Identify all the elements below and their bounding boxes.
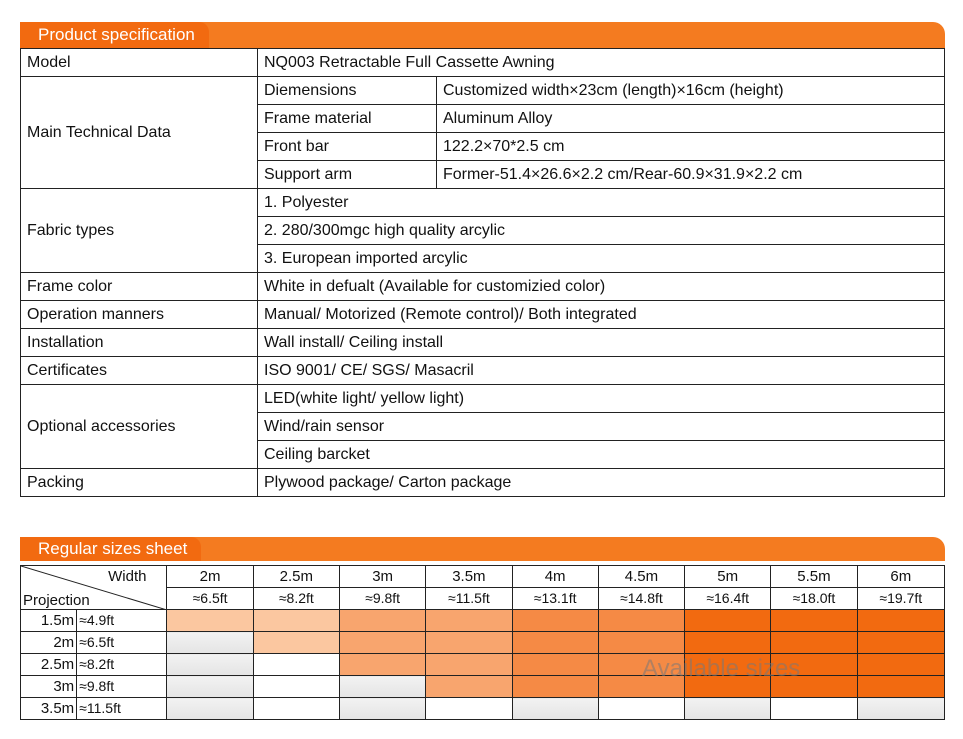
table-row bbox=[21, 77, 945, 105]
size-cell-available bbox=[771, 632, 857, 654]
size-cell-available bbox=[339, 610, 425, 632]
width-feet-cell: ≈14.8ft bbox=[598, 588, 684, 610]
main-value: 122.2×70*2.5 cm bbox=[437, 133, 945, 161]
operation-value: Manual/ Motorized (Remote control)/ Both integrated bbox=[258, 301, 945, 329]
fabric-value: 2. 280/300mgc high quality arcylic bbox=[258, 217, 945, 245]
accessories-value: Wind/rain sensor bbox=[258, 413, 945, 441]
table-row bbox=[21, 610, 945, 632]
size-cell-available bbox=[167, 610, 253, 632]
width-meter-cell: 2m bbox=[167, 566, 253, 588]
spec-banner bbox=[20, 22, 945, 48]
width-meter-cell: 5m bbox=[685, 566, 771, 588]
model-value: NQ003 Retractable Full Cassette Awning bbox=[258, 49, 945, 77]
size-cell-unavailable bbox=[512, 698, 598, 720]
width-meter-cell: 6m bbox=[857, 566, 944, 588]
size-cell-available bbox=[685, 610, 771, 632]
size-cell-available bbox=[857, 654, 944, 676]
projection-meter-cell: 1.5m bbox=[21, 610, 77, 632]
main-key: Support arm bbox=[258, 161, 437, 189]
packing-value: Plywood package/ Carton package bbox=[258, 469, 945, 497]
size-cell-unavailable bbox=[598, 698, 684, 720]
size-cell-available bbox=[512, 610, 598, 632]
main-key: Frame material bbox=[258, 105, 437, 133]
size-cell-available bbox=[426, 654, 512, 676]
packing-label: Packing bbox=[21, 469, 258, 497]
table-row bbox=[21, 273, 945, 301]
size-cell-available bbox=[253, 610, 339, 632]
certificates-label: Certificates bbox=[21, 357, 258, 385]
fabric-value: 3. European imported arcylic bbox=[258, 245, 945, 273]
width-meter-cell: 4m bbox=[512, 566, 598, 588]
main-value: Customized width×23cm (length)×16cm (height) bbox=[437, 77, 945, 105]
projection-feet-cell: ≈6.5ft bbox=[77, 632, 167, 654]
table-row bbox=[21, 676, 945, 698]
size-cell-unavailable bbox=[253, 676, 339, 698]
size-cell-unavailable bbox=[167, 698, 253, 720]
projection-meter-cell: 2m bbox=[21, 632, 77, 654]
projection-feet-cell: ≈4.9ft bbox=[77, 610, 167, 632]
width-feet-cell: ≈8.2ft bbox=[253, 588, 339, 610]
size-corner-cell bbox=[21, 566, 167, 610]
size-cell-unavailable bbox=[857, 698, 944, 720]
size-cell-available bbox=[253, 632, 339, 654]
table-row bbox=[21, 301, 945, 329]
projection-feet-cell: ≈11.5ft bbox=[77, 698, 167, 720]
spec-table bbox=[20, 48, 945, 497]
accessories-label: Optional accessories bbox=[21, 385, 258, 469]
width-feet-cell: ≈6.5ft bbox=[167, 588, 253, 610]
main-value: Aluminum Alloy bbox=[437, 105, 945, 133]
table-row bbox=[21, 189, 945, 217]
projection-feet-cell: ≈9.8ft bbox=[77, 676, 167, 698]
width-meter-cell: 4.5m bbox=[598, 566, 684, 588]
width-label: Width bbox=[108, 568, 147, 585]
projection-label: Projection bbox=[23, 592, 90, 609]
table-row bbox=[21, 469, 945, 497]
size-cell-unavailable bbox=[339, 698, 425, 720]
main-key: Front bar bbox=[258, 133, 437, 161]
size-cell-unavailable bbox=[167, 676, 253, 698]
main-label: Main Technical Data bbox=[21, 77, 258, 189]
frame-color-value: White in defualt (Available for customizied color) bbox=[258, 273, 945, 301]
fabric-value: 1. Polyester bbox=[258, 189, 945, 217]
width-feet-cell: ≈18.0ft bbox=[771, 588, 857, 610]
size-cell-available bbox=[339, 654, 425, 676]
width-meter-cell: 2.5m bbox=[253, 566, 339, 588]
size-cell-available bbox=[685, 632, 771, 654]
projection-feet-cell: ≈8.2ft bbox=[77, 654, 167, 676]
size-cell-available bbox=[512, 632, 598, 654]
table-row bbox=[21, 329, 945, 357]
width-feet-cell: ≈16.4ft bbox=[685, 588, 771, 610]
table-row bbox=[21, 385, 945, 413]
table-row bbox=[21, 698, 945, 720]
width-feet-cell: ≈19.7ft bbox=[857, 588, 944, 610]
frame-color-label: Frame color bbox=[21, 273, 258, 301]
width-feet-cell: ≈13.1ft bbox=[512, 588, 598, 610]
certificates-value: ISO 9001/ CE/ SGS/ Masacril bbox=[258, 357, 945, 385]
main-value: Former-51.4×26.6×2.2 cm/Rear-60.9×31.9×2.2 cm bbox=[437, 161, 945, 189]
table-row bbox=[21, 357, 945, 385]
size-cell-unavailable bbox=[426, 698, 512, 720]
size-cell-available bbox=[339, 632, 425, 654]
size-cell-available bbox=[512, 654, 598, 676]
size-cell-unavailable bbox=[339, 676, 425, 698]
width-feet-cell: ≈11.5ft bbox=[426, 588, 512, 610]
size-cell-available bbox=[512, 676, 598, 698]
available-sizes-label: Available sizes bbox=[642, 655, 801, 682]
width-meter-cell: 3.5m bbox=[426, 566, 512, 588]
size-cell-unavailable bbox=[771, 698, 857, 720]
table-row bbox=[21, 654, 945, 676]
accessories-value: Ceiling barcket bbox=[258, 441, 945, 469]
size-cell-available bbox=[426, 676, 512, 698]
size-cell-unavailable bbox=[167, 654, 253, 676]
size-table bbox=[20, 565, 945, 720]
table-row bbox=[21, 632, 945, 654]
installation-value: Wall install/ Ceiling install bbox=[258, 329, 945, 357]
table-row bbox=[21, 49, 945, 77]
projection-meter-cell: 2.5m bbox=[21, 654, 77, 676]
fabric-label: Fabric types bbox=[21, 189, 258, 273]
size-cell-available bbox=[771, 610, 857, 632]
width-meter-cell: 5.5m bbox=[771, 566, 857, 588]
sizes-title: Regular sizes sheet bbox=[20, 537, 201, 561]
size-cell-available bbox=[598, 632, 684, 654]
size-header-row bbox=[21, 566, 945, 588]
accessories-value: LED(white light/ yellow light) bbox=[258, 385, 945, 413]
installation-label: Installation bbox=[21, 329, 258, 357]
width-meter-cell: 3m bbox=[339, 566, 425, 588]
projection-meter-cell: 3m bbox=[21, 676, 77, 698]
size-cell-available bbox=[857, 676, 944, 698]
size-cell-available bbox=[857, 632, 944, 654]
operation-label: Operation manners bbox=[21, 301, 258, 329]
projection-meter-cell: 3.5m bbox=[21, 698, 77, 720]
width-feet-cell: ≈9.8ft bbox=[339, 588, 425, 610]
size-cell-available bbox=[598, 610, 684, 632]
size-cell-available bbox=[426, 610, 512, 632]
model-label: Model bbox=[21, 49, 258, 77]
size-cell-unavailable bbox=[685, 698, 771, 720]
size-cell-available bbox=[857, 610, 944, 632]
size-cell-unavailable bbox=[167, 632, 253, 654]
main-key: Diemensions bbox=[258, 77, 437, 105]
spec-title: Product specification bbox=[20, 22, 209, 48]
sizes-banner bbox=[20, 537, 945, 561]
size-cell-available bbox=[426, 632, 512, 654]
size-cell-unavailable bbox=[253, 698, 339, 720]
size-cell-unavailable bbox=[253, 654, 339, 676]
